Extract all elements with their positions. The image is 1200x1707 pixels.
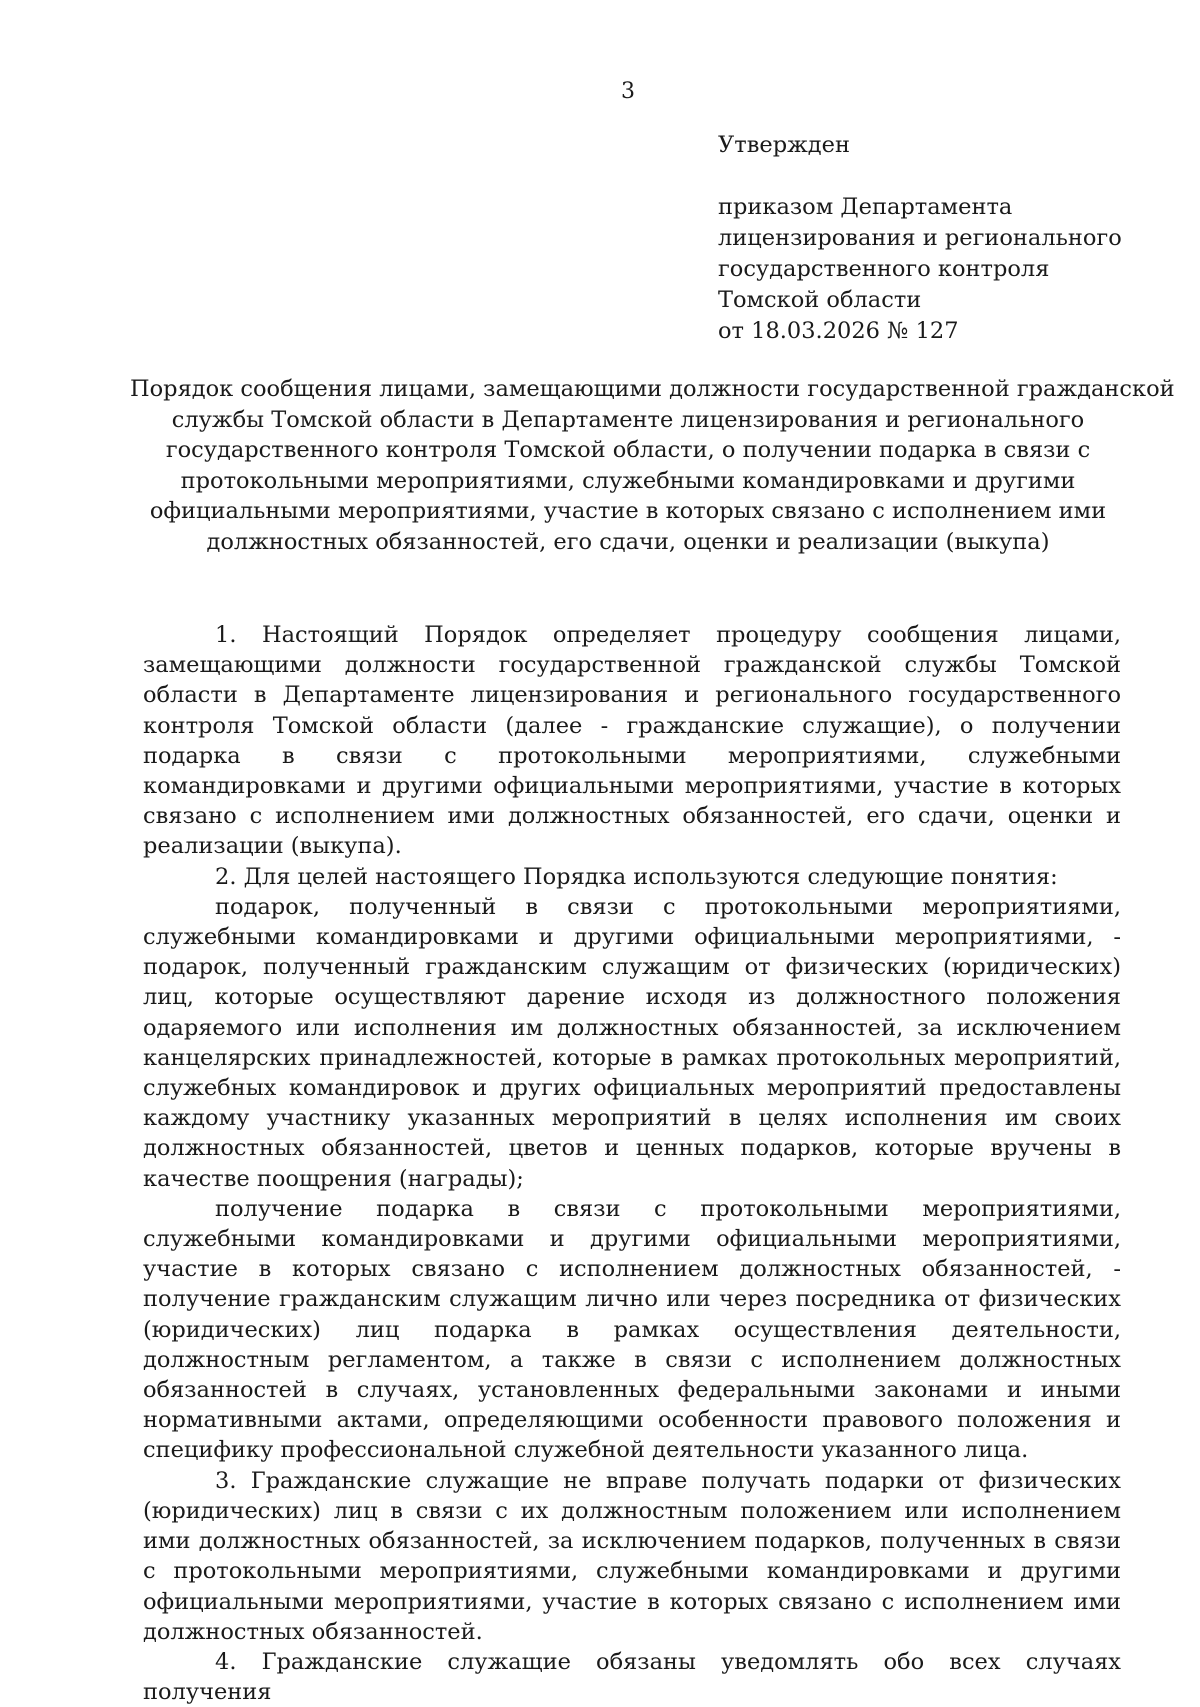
page-number: 3	[621, 79, 635, 104]
title-line: должностных обязанностей, его сдачи, оценки и реализации (выкупа)	[206, 528, 1050, 555]
title-line: государственного контроля Томской области, о получении подарка в связи с	[165, 437, 1091, 463]
document-title	[130, 374, 1175, 557]
paragraph-2: 2. Для целей настоящего Порядка используются следующие понятия:	[215, 863, 1058, 890]
approved-label: Утвержден	[718, 132, 850, 158]
title-line: Порядок сообщения лицами, замещающими должности государственной гражданской	[130, 376, 1175, 402]
approval-line: лицензирования и регионального	[718, 225, 1122, 251]
title-line: службы Томской области в Департаменте лицензирования и регионального	[171, 406, 1085, 433]
paragraph-3: 3. Гражданские служащие не вправе получать подарки от физических (юридических) лиц в связи с их должностным положением или исполнением ими должностных обязанностей, за исключением подарков, полученных в связи с протокольными мероприятиями, служебными командировками и другими официальными мероприятиями, участие в которых связано с исполнением ими должностных обязанностей.	[143, 1467, 1121, 1645]
approval-line: Томской области	[718, 287, 922, 313]
approval-line: приказом Департамента	[718, 194, 1013, 220]
title-line: протокольными мероприятиями, служебными командировками и другими	[180, 467, 1076, 494]
title-line: официальными мероприятиями, участие в которых связано с исполнением ими	[149, 498, 1107, 524]
definition-gift-receipt: получение подарка в связи с протокольными мероприятиями, служебными командировками и другими официальными мероприятиями, участие в которых связано с исполнением должностных обязанностей, - получение гражданским служащим лично или через посредника от физических (юридических) лиц подарка в рамках осуществления деятельности, должностным регламентом, а также в связи с исполнением должностных обязанностей в случаях, установленных федеральными законами и иными нормативными актами, определяющими особенности правового положения и специфику профессиональной служебной деятельности указанного лица.	[143, 1195, 1121, 1464]
definition-gift: подарок, полученный в связи с протокольными мероприятиями, служебными командировками и другими официальными мероприятиями, - подарок, полученный гражданским служащим от физических (юридических) лиц, которые осуществляют дарение исходя из должностного положения одаряемого или исполнения им должностных обязанностей, за исключением канцелярских принадлежностей, которые в рамках протокольных мероприятий, служебных командировок и других официальных мероприятий предоставлены каждому участнику указанных мероприятий в целях исполнения им своих должностных обязанностей, цветов и ценных подарков, которые вручены в качестве поощрения (награды);	[143, 893, 1121, 1192]
approval-block	[718, 130, 1158, 347]
document-body	[143, 620, 1121, 1707]
approval-line: от 18.03.2026 № 127	[718, 318, 959, 344]
approval-line: государственного контроля	[718, 256, 1050, 282]
paragraph-4: 4. Гражданские служащие обязаны уведомлять обо всех случаях получения	[143, 1648, 1121, 1706]
paragraph-1: 1. Настоящий Порядок определяет процедуру сообщения лицами, замещающими должности государственной гражданской службы Томской области в Департаменте лицензирования и регионального государственного контроля Томской области (далее - гражданские служащие), о получении подарка в связи с протокольными мероприятиями, служебными командировками и другими официальными мероприятиями, участие в которых связано с исполнением ими должностных обязанностей, его сдачи, оценки и реализации (выкупа).	[143, 622, 1121, 860]
